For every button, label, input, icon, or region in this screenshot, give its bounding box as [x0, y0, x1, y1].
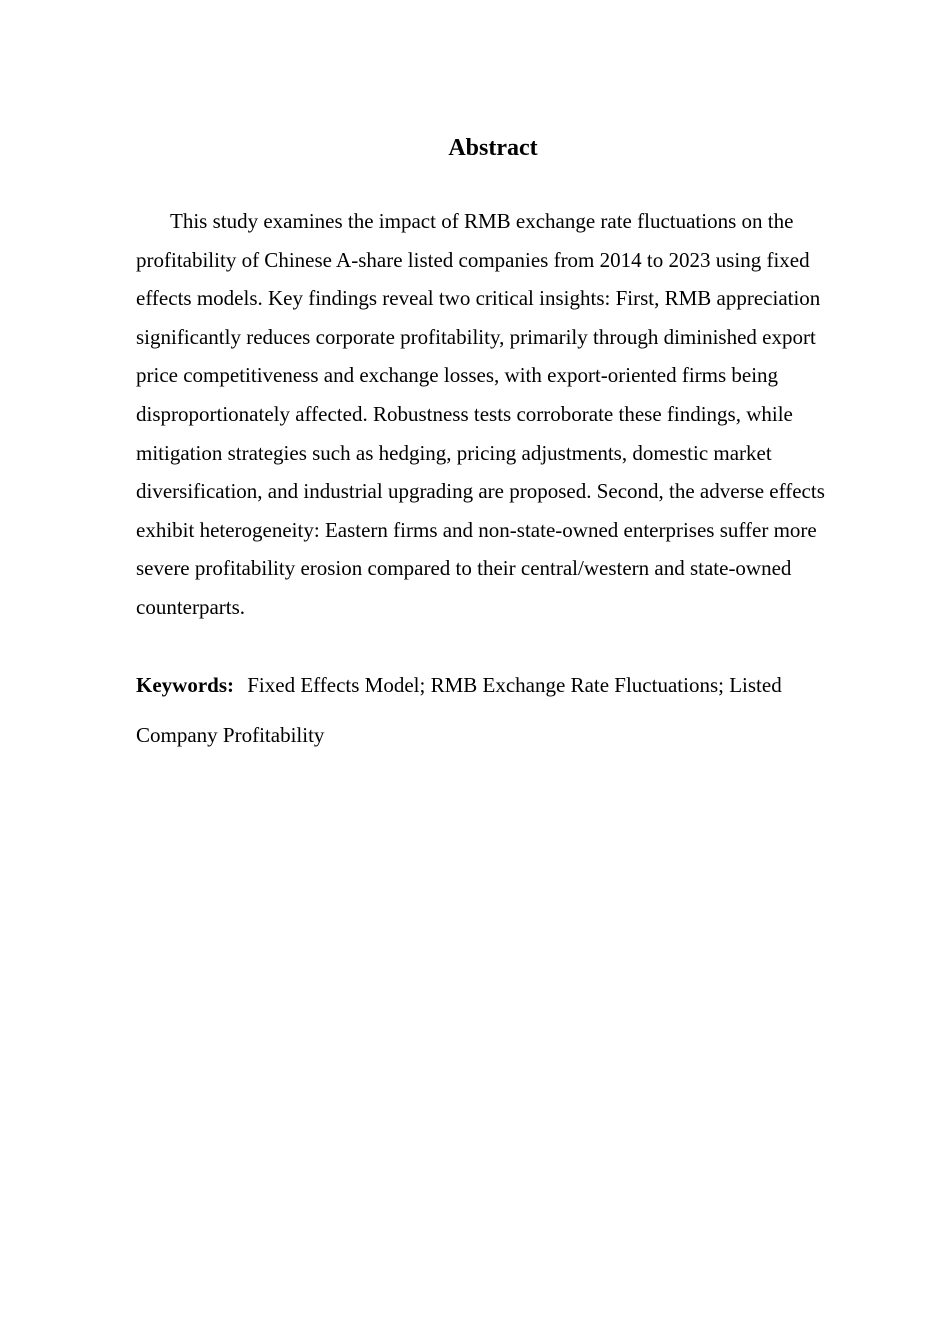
abstract-title: Abstract: [448, 135, 538, 161]
keywords-label: Keywords:: [136, 673, 234, 697]
abstract-paragraph: This study examines the impact of RMB exchange rate fluctuations on the profitability of Chinese A-share listed companies from 2014 to 2023 using fixed effects models. Key findings reveal two critical insights: First, RMB appreciation significantly reduces corporate profitability, primarily through diminished export price competitiveness and exchange losses, with export-oriented firms being disproportionately affected. Robustness tests corroborate these findings, while mitigation strategies such as hedging, pricing adjustments, domestic market diversification, and industrial upgrading are proposed. Second, the adverse effects exhibit heterogeneity: Eastern firms and non-state-owned enterprises suffer more severe profitability erosion compared to their central/western and state-owned counterparts.: [136, 209, 825, 619]
keywords-line: [136, 660, 852, 760]
keywords-text: Fixed Effects Model; RMB Exchange Rate Fluctuations; Listed Company Profitability: [136, 673, 782, 747]
